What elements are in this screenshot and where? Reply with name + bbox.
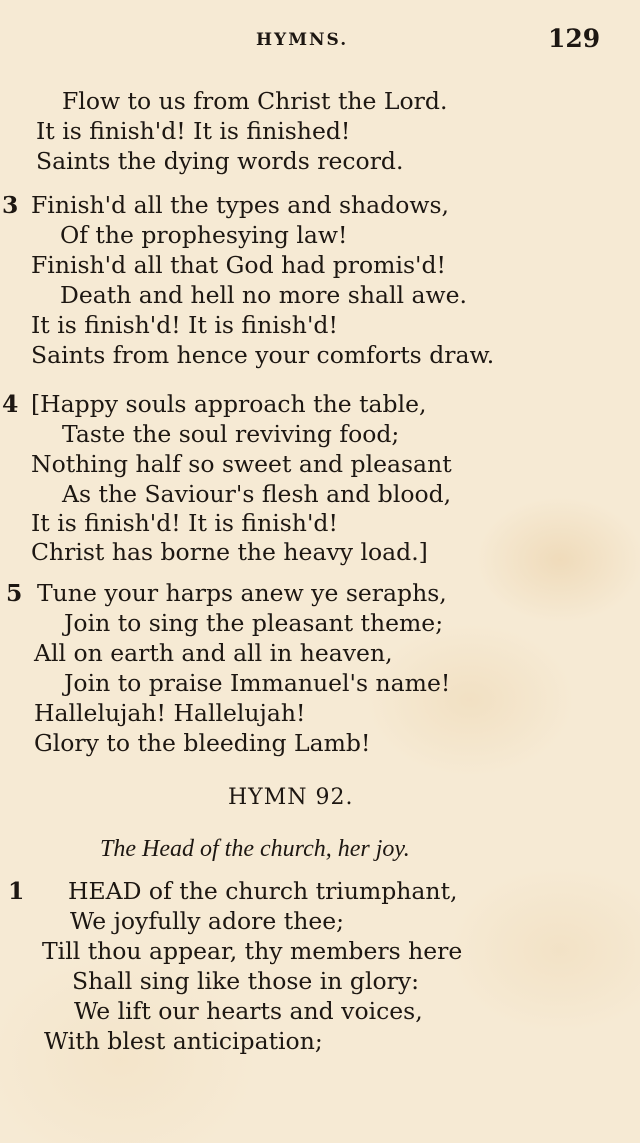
verse-line: Saints the dying words record. [36,147,404,175]
verse-number: 1 [8,877,25,905]
verse-line: Tune your harps anew ye seraphs, [37,579,447,607]
verse-line: It is finish'd! It is finish'd! [31,311,338,339]
verse-number: 4 [2,390,19,418]
verse-line: HEAD of the church triumphant, [68,877,458,905]
verse-number: 3 [2,191,19,219]
verse-line: Glory to the bleeding Lamb! [34,729,371,757]
verse-line: Christ has borne the heavy load.] [31,538,428,566]
hymn-title: HYMN 92. [228,785,354,810]
verse-line: All on earth and all in heaven, [34,639,393,667]
page-number: 129 [548,24,601,53]
verse-line: It is finish'd! It is finish'd! [31,509,338,537]
verse-line: Flow to us from Christ the Lord. [62,87,448,115]
verse-number: 5 [6,579,23,607]
verse-line: We lift our hearts and voices, [74,997,423,1025]
verse-line: Nothing half so sweet and pleasant [31,450,452,478]
verse-line: Of the prophesying law! [60,221,348,249]
hymn-subtitle: The Head of the church, her joy. [100,836,410,862]
verse-line: As the Saviour's flesh and blood, [62,480,452,508]
verse-line: It is finish'd! It is finished! [36,117,351,145]
verse-line: Saints from hence your comforts draw. [31,341,495,369]
verse-line: Shall sing like those in glory: [72,967,420,995]
verse-line: Finish'd all the types and shadows, [31,191,450,219]
verse-line: Join to sing the pleasant theme; [64,609,444,637]
running-head: HYMNS. [256,30,349,50]
verse-line: Finish'd all that God had promis'd! [31,251,446,279]
verse-line: [Happy souls approach the table, [31,390,427,418]
verse-line: Hallelujah! Hallelujah! [34,699,306,727]
verse-line: With blest anticipation; [44,1027,323,1055]
verse-line: Till thou appear, thy members here [42,937,463,965]
verse-line: Death and hell no more shall awe. [60,281,468,309]
verse-line: Join to praise Immanuel's name! [64,669,451,697]
verse-line: We joyfully adore thee; [70,907,345,935]
verse-line: Taste the soul reviving food; [62,420,400,448]
